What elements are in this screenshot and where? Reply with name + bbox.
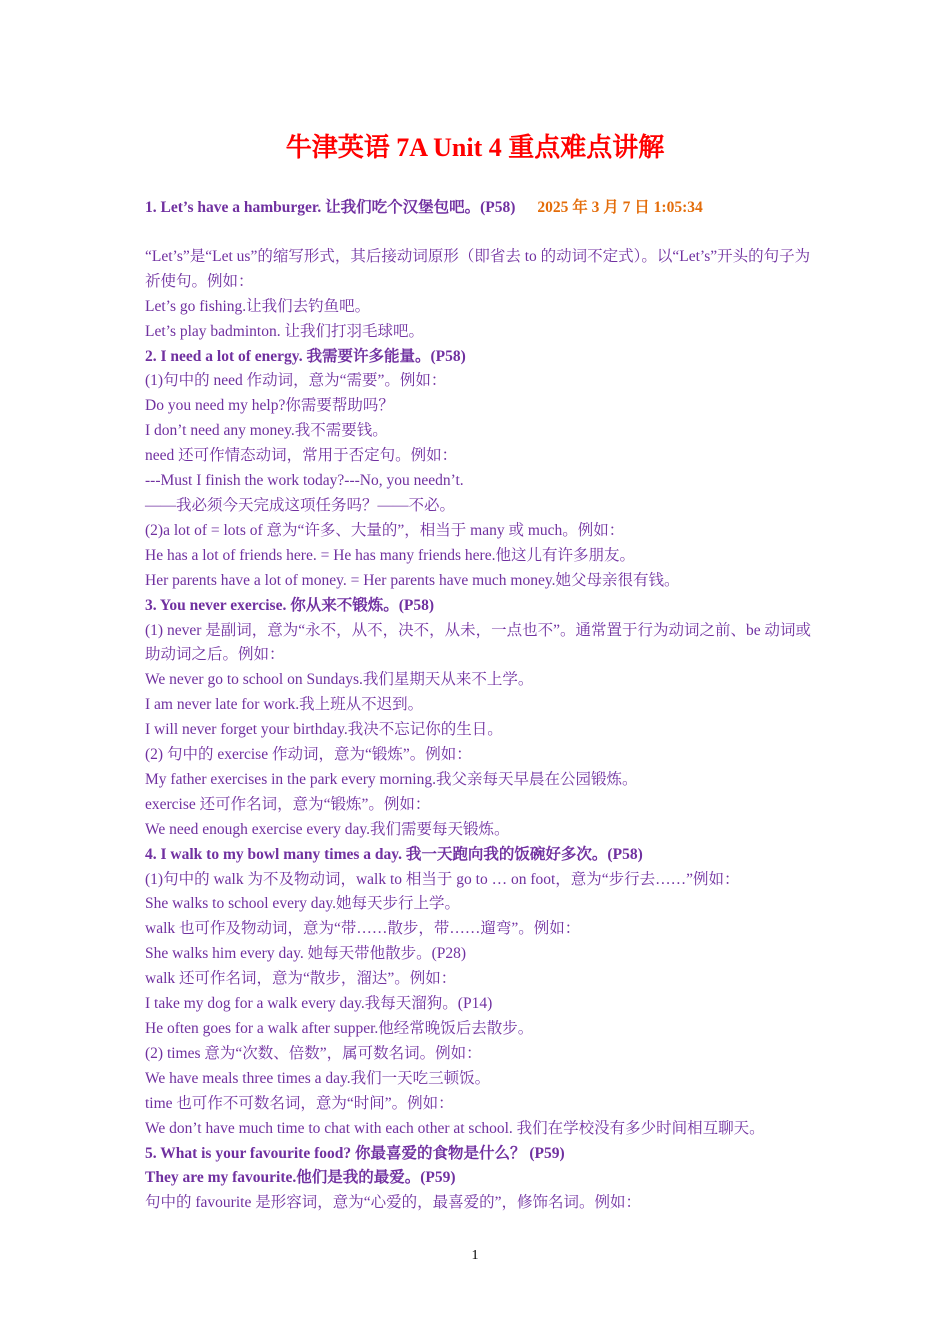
body-text-line: “Let’s”是“Let us”的缩写形式，其后接动词原形（即省去 to 的动词不定式）。以“Let’s”开头的句子为祈使句。例如：	[145, 247, 811, 290]
body-text-line: She walks to school every day.她每天步行上学。	[145, 895, 460, 913]
body-text-line: (1) never 是副词，意为“永不，从不，决不，从未，一点也不”。通常置于行为动词之前、be 动词或助动词之后。例如：	[145, 621, 812, 664]
body-text-line: I will never forget your birthday.我决不忘记你的生日。	[145, 721, 503, 739]
body-text-line: walk 也可作及物动词，意为“带……散步，带……遛弯”。例如：	[145, 920, 581, 938]
body-text-line: I don’t need any money.我不需要钱。	[145, 422, 388, 440]
section-heading-1	[145, 196, 815, 221]
body-text-line: My father exercises in the park every morning.我父亲每天早晨在公园锻炼。	[145, 770, 638, 788]
body-text-line: He often goes for a walk after supper.他经常晚饭后去散步。	[145, 1020, 534, 1037]
body-text-line: time 也可作不可数名词，意为“时间”。例如：	[145, 1094, 454, 1112]
body-text-line: (1)句中的 walk 为不及物动词，walk to 相当于 go to … on foot，意为“步行去……”例如：	[145, 870, 740, 888]
body-text-line: She walks him every day. 她每天带他散步。(P28)	[145, 945, 467, 963]
body-text-line: Let’s play badminton. 让我们打羽毛球吧。	[145, 322, 424, 340]
body-text-line: We need enough exercise every day.我们需要每天锻炼。	[145, 820, 510, 838]
document-title: 牛津英语 7A Unit 4 重点难点讲解	[285, 133, 665, 162]
body-text-line: Her parents have a lot of money. = Her parents have much money.她父母亲很有钱。	[145, 571, 680, 589]
body-text-line: walk 还可作名词，意为“散步，溜达”。例如：	[145, 970, 457, 988]
document-body	[145, 196, 815, 1216]
section-heading: 2. I need a lot of energy. 我需要许多能量。(P58)	[145, 347, 466, 365]
body-lines	[145, 245, 815, 1216]
page-number: 1	[471, 1248, 479, 1263]
heading-text: 1. Let’s have a hamburger. 让我们吃个汉堡包吧。(P58)	[145, 199, 516, 216]
section-heading: 5. What is your favourite food? 你最喜爱的食物是什么？ (P59)	[145, 1144, 565, 1162]
date-stamp: 2025 年 3 月 7 日 1:05:34	[537, 199, 703, 216]
body-text-line: (1)句中的 need 作动词，意为“需要”。例如：	[145, 372, 447, 390]
body-text-line: We don’t have much time to chat with each other at school. 我们在学校没有多少时间相互聊天。	[145, 1119, 765, 1137]
body-text-line: He has a lot of friends here. = He has many friends here.他这儿有许多朋友。	[145, 546, 635, 564]
spacer	[145, 221, 815, 245]
section-heading: They are my favourite.他们是我的最爱。(P59)	[145, 1169, 456, 1187]
body-text-line: We have meals three times a day.我们一天吃三顿饭。	[145, 1069, 491, 1087]
body-text-line: Do you need my help?你需要帮助吗？	[145, 397, 394, 415]
section-heading: 3. You never exercise. 你从来不锻炼。(P58)	[145, 596, 434, 614]
body-text-line: (2) 句中的 exercise 作动词，意为“锻炼”。例如：	[145, 746, 472, 764]
body-text-line: 句中的 favourite 是形容词，意为“心爱的，最喜爱的”，修饰名词。例如：	[145, 1194, 641, 1212]
body-text-line: Let’s go fishing.让我们去钓鱼吧。	[145, 297, 371, 315]
body-text-line: exercise 还可作名词，意为“锻炼”。例如：	[145, 795, 431, 813]
body-text-line: (2)a lot of = lots of 意为“许多、大量的”，相当于 many 或 much。例如：	[145, 521, 625, 539]
body-text-line: I am never late for work.我上班从不迟到。	[145, 696, 424, 714]
body-text-line: We never go to school on Sundays.我们星期天从来不上学。	[145, 671, 534, 689]
body-text-line: ---Must I finish the work today?---No, you needn’t.	[145, 472, 464, 490]
body-text-line: I take my dog for a walk every day.我每天溜狗。(P14)	[145, 995, 493, 1013]
section-heading: 4. I walk to my bowl many times a day. 我一天跑向我的饭碗好多次。(P58)	[145, 845, 643, 863]
body-text-line: need 还可作情态动词，常用于否定句。例如：	[145, 447, 458, 465]
body-text-line: (2) times 意为“次数、倍数”，属可数名词。例如：	[145, 1044, 482, 1062]
body-text-line: ——我必须今天完成这项任务吗？——不必。	[145, 496, 456, 514]
